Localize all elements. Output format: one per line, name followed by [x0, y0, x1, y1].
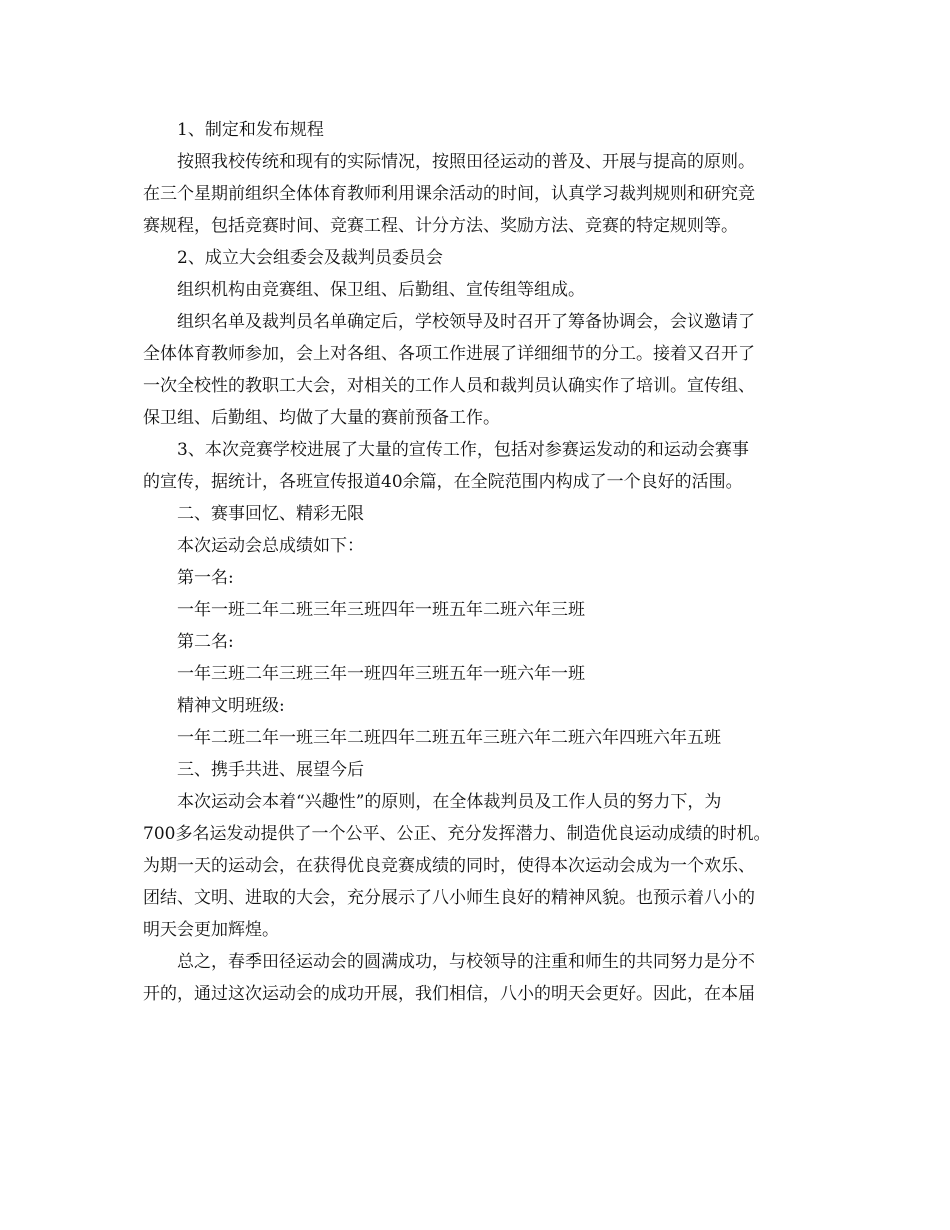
text-line: 700多名运发动提供了一个公平、公正、充分发挥潜力、制造优良运动成绩的时机。 [143, 824, 771, 844]
text-line: 的宣传，据统计，各班宣传报道40余篇，在全院范围内构成了一个良好的活围。 [143, 472, 743, 492]
text-line: 第二名: [177, 632, 234, 652]
text-line: 一年二班二年一班三年二班四年二班五年三班六年二班六年四班六年五班 [177, 728, 721, 748]
section-heading: 二、赛事回忆、精彩无限 [177, 504, 364, 524]
text-line: 为期一天的运动会，在获得优良竞赛成绩的同时，使得本次运动会成为一个欢乐、 [143, 856, 755, 876]
text-line: 本次运动会总成绩如下： [177, 536, 364, 556]
text-line: 团结、文明、进取的大会，充分展示了八小师生良好的精神风貌。也预示着八小的 [143, 888, 755, 908]
text-line: 一次全校性的教职工大会，对相关的工作人员和裁判员认确实作了培训。宣传组、 [143, 376, 755, 396]
text-line: 赛规程，包括竞赛时间、竞赛工程、计分方法、奖励方法、竞赛的特定规则等。 [143, 216, 738, 236]
text-line: 保卫组、后勤组、均做了大量的赛前预备工作。 [143, 408, 500, 428]
text-line: 第一名: [177, 568, 234, 588]
text-line: 1、制定和发布规程 [177, 120, 324, 140]
text-line: 总之，春季田径运动会的圆满成功，与校领导的注重和师生的共同努力是分不 [177, 952, 755, 972]
text-line: 精神文明班级: [177, 696, 285, 716]
text-line: 组织机构由竞赛组、保卫组、后勤组、宣传组等组成。 [177, 280, 585, 300]
text-line: 本次运动会本着“兴趣性”的原则，在全体裁判员及工作人员的努力下，为 [177, 792, 722, 812]
text-line: 一年三班二年三班三年一班四年三班五年一班六年一班 [177, 664, 585, 684]
text-line: 组织名单及裁判员名单确定后，学校领导及时召开了筹备协调会，会议邀请了 [177, 312, 755, 332]
document-body [143, 114, 808, 1010]
text-line: 3、本次竞赛学校进展了大量的宣传工作，包括对参赛运发动的和运动会赛事 [177, 440, 749, 460]
text-line: 在三个星期前组织全体体育教师利用课余活动的时间，认真学习裁判规则和研究竞 [143, 184, 755, 204]
section-heading: 三、携手共进、展望今后 [177, 760, 364, 780]
text-line: 开的，通过这次运动会的成功开展，我们相信，八小的明天会更好。因此，在本届 [143, 984, 755, 1004]
text-line: 明天会更加辉煌。 [143, 920, 279, 940]
text-line: 按照我校传统和现有的实际情况，按照田径运动的普及、开展与提高的原则。 [177, 152, 755, 172]
text-line: 2、成立大会组委会及裁判员委员会 [177, 248, 443, 268]
text-line: 一年一班二年二班三年三班四年一班五年二班六年三班 [177, 600, 585, 620]
text-line: 全体体育教师参加，会上对各组、各项工作进展了详细细节的分工。接着又召开了 [143, 344, 755, 364]
